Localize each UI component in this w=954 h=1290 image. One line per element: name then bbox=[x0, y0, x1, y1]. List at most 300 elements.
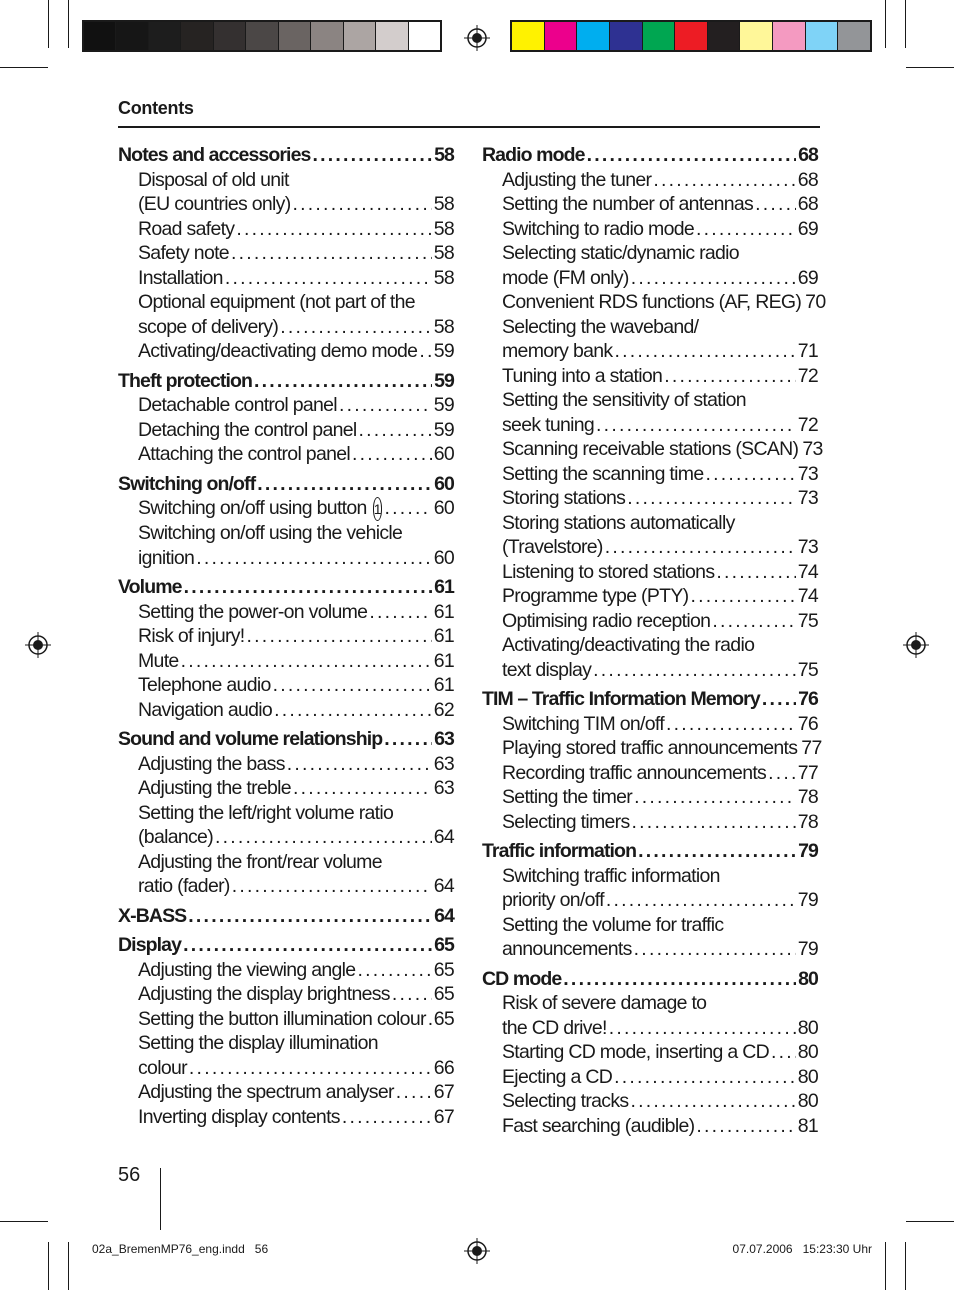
toc-leader-dots bbox=[664, 364, 796, 389]
toc-entry-title: Adjusting the bass bbox=[138, 752, 285, 775]
toc-entry[interactable] bbox=[482, 609, 818, 634]
toc-entry-title: Adjusting the viewing angle bbox=[138, 958, 356, 981]
toc-entry-line: Activating/deactivating the radio bbox=[502, 634, 755, 656]
toc-section[interactable] bbox=[482, 687, 818, 712]
grey-color-bar bbox=[82, 20, 442, 52]
toc-page-number: 68 bbox=[798, 144, 818, 166]
toc-entry[interactable] bbox=[482, 810, 818, 835]
crop-mark bbox=[906, 1221, 954, 1222]
toc-leader-dots bbox=[232, 874, 432, 899]
toc-entry-line: Setting the left/right volume ratio bbox=[138, 801, 394, 824]
crop-mark bbox=[885, 0, 886, 48]
toc-page-number: 76 bbox=[797, 712, 818, 735]
toc-entry[interactable] bbox=[482, 168, 818, 193]
color-swatch bbox=[609, 22, 642, 50]
color-swatch bbox=[84, 22, 115, 50]
color-swatch bbox=[772, 22, 805, 50]
toc-entry[interactable] bbox=[482, 1114, 818, 1139]
registration-mark-icon bbox=[464, 1238, 490, 1264]
toc-page-number: 59 bbox=[433, 418, 454, 441]
toc-entry-title: Storing stations bbox=[502, 487, 626, 509]
toc-page-number: 65 bbox=[434, 934, 454, 956]
toc-page-number: 61 bbox=[433, 600, 454, 623]
toc-leader-dots bbox=[606, 888, 796, 913]
toc-entry-line: Adjusting the front/rear volume bbox=[138, 850, 382, 873]
toc-page-number: 65 bbox=[433, 958, 454, 981]
toc-page-number: 63 bbox=[434, 728, 454, 750]
toc-entry-line: Selecting static/dynamic radio bbox=[502, 242, 739, 264]
registration-mark-icon bbox=[464, 25, 490, 51]
toc-page-number: 60 bbox=[433, 497, 454, 519]
toc-entry[interactable] bbox=[482, 937, 818, 962]
header-rule bbox=[118, 126, 820, 128]
toc-entry[interactable] bbox=[482, 584, 818, 609]
toc-entry-title: ratio (fader) bbox=[138, 875, 230, 897]
color-swatch bbox=[707, 22, 740, 50]
toc-entry[interactable] bbox=[482, 339, 818, 364]
toc-entry-title: Inverting display contents bbox=[138, 1105, 340, 1128]
toc-entry-title: Road safety bbox=[138, 217, 235, 240]
toc-entry-line: Setting the display illumination bbox=[138, 1032, 378, 1054]
toc-leader-dots bbox=[696, 217, 796, 242]
toc-entry-title: Theft protection bbox=[118, 369, 253, 392]
toc-entry-title: Traffic information bbox=[482, 840, 637, 862]
toc-leader-dots bbox=[215, 825, 432, 850]
toc-entry-line: Storing stations automatically bbox=[502, 511, 735, 534]
footer-timestamp: 07.07.2006 15:23:30 Uhr bbox=[732, 1242, 872, 1256]
toc-entry[interactable] bbox=[118, 393, 454, 418]
toc-entry-line: Selecting the waveband/ bbox=[502, 315, 699, 338]
toc-page-number: 77 bbox=[797, 761, 818, 784]
color-swatch bbox=[213, 22, 245, 50]
color-swatch bbox=[837, 22, 870, 50]
toc-page-number: 80 bbox=[797, 1090, 818, 1112]
toc-leader-dots bbox=[312, 143, 432, 168]
toc-entry[interactable] bbox=[118, 776, 454, 801]
toc-entry[interactable] bbox=[482, 712, 818, 737]
toc-entry-title: Adjusting the spectrum analyser bbox=[138, 1081, 394, 1103]
toc-leader-dots bbox=[653, 168, 795, 193]
toc-page-number: 79 bbox=[797, 889, 818, 911]
color-swatch bbox=[115, 22, 147, 50]
toc-entry[interactable] bbox=[118, 266, 454, 291]
crop-mark bbox=[885, 1242, 886, 1290]
toc-entry-title: Display bbox=[118, 934, 182, 956]
toc-entry-title: Setting the number of antennas bbox=[502, 193, 754, 215]
toc-entry-line: Risk of severe damage to bbox=[502, 992, 707, 1014]
toc-entry-title: Optimising radio reception bbox=[502, 609, 711, 632]
toc-entry[interactable] bbox=[482, 217, 818, 242]
color-swatch bbox=[310, 22, 342, 50]
toc-leader-dots bbox=[369, 600, 431, 625]
toc-entry[interactable] bbox=[118, 649, 454, 674]
toc-entry-title: TIM – Traffic Information Memory bbox=[482, 688, 760, 710]
toc-entry-line: Disposal of old unit bbox=[138, 168, 289, 191]
toc-entry[interactable] bbox=[118, 958, 454, 983]
toc-entry[interactable] bbox=[482, 785, 818, 810]
toc-entry[interactable] bbox=[118, 1080, 454, 1105]
toc-entry[interactable] bbox=[118, 1105, 454, 1130]
toc-entry-title: Ejecting a CD bbox=[502, 1065, 613, 1088]
crop-mark bbox=[0, 67, 48, 68]
toc-left-column bbox=[118, 143, 454, 1129]
toc-leader-dots bbox=[188, 904, 432, 929]
toc-entry[interactable] bbox=[118, 546, 454, 571]
toc-section[interactable] bbox=[118, 143, 454, 168]
toc-page-number: 60 bbox=[433, 546, 454, 569]
toc-entry-title: Setting the button illumination colour bbox=[138, 1007, 426, 1030]
page-header: Contents bbox=[118, 98, 194, 118]
toc-leader-dots bbox=[716, 560, 795, 585]
toc-entry[interactable] bbox=[482, 462, 818, 487]
crop-mark bbox=[48, 1242, 49, 1290]
toc-entry-title: Safety note bbox=[138, 242, 229, 264]
toc-entry-title: Risk of injury! bbox=[138, 625, 245, 647]
toc-leader-dots bbox=[359, 418, 432, 443]
toc-leader-dots bbox=[274, 698, 432, 723]
toc-section[interactable] bbox=[482, 839, 818, 864]
toc-entry-title: Listening to stored stations bbox=[502, 560, 715, 583]
toc-entry-title: Sound and volume relationship bbox=[118, 728, 383, 750]
toc-entry-title: Selecting tracks bbox=[502, 1090, 629, 1112]
toc-entry[interactable] bbox=[118, 1007, 454, 1032]
toc-leader-dots bbox=[419, 339, 431, 364]
toc-leader-dots bbox=[614, 339, 795, 364]
color-swatch bbox=[343, 22, 375, 50]
toc-leader-dots bbox=[184, 575, 433, 600]
toc-leader-dots bbox=[257, 472, 432, 497]
toc-page-number: 64 bbox=[434, 904, 454, 927]
toc-page-number: 69 bbox=[797, 266, 818, 289]
toc-entry[interactable] bbox=[118, 673, 454, 698]
toc-leader-dots bbox=[690, 584, 795, 609]
toc-section[interactable] bbox=[118, 904, 454, 929]
toc-entry[interactable] bbox=[482, 413, 818, 438]
toc-leader-dots bbox=[183, 933, 432, 958]
toc-page-number: 80 bbox=[797, 1041, 818, 1063]
toc-page-number: 72 bbox=[797, 413, 818, 436]
toc-page-number: 59 bbox=[433, 394, 454, 416]
toc-entry[interactable] bbox=[118, 339, 454, 364]
toc-leader-dots bbox=[563, 967, 796, 992]
toc-leader-dots bbox=[254, 369, 432, 394]
toc-entry[interactable] bbox=[118, 442, 454, 467]
toc-entry[interactable] bbox=[482, 486, 818, 511]
toc-page-number: 63 bbox=[433, 777, 454, 799]
color-swatch bbox=[148, 22, 180, 50]
toc-page-number: 74 bbox=[797, 560, 818, 583]
toc-page-number: 78 bbox=[797, 810, 818, 833]
toc-entry-line: Switching on/off using the vehicle bbox=[138, 522, 403, 544]
toc-page-number: 58 bbox=[433, 193, 454, 215]
color-swatch bbox=[739, 22, 772, 50]
toc-page-number: 60 bbox=[433, 443, 454, 465]
crop-mark bbox=[905, 1242, 906, 1290]
toc-entry-title: Fast searching (audible) bbox=[502, 1114, 695, 1137]
toc-entry-title: Scanning receivable stations (SCAN) bbox=[502, 438, 799, 460]
toc-entry[interactable] bbox=[118, 418, 454, 443]
toc-page-number: 66 bbox=[433, 1056, 454, 1079]
toc-leader-dots bbox=[666, 712, 796, 737]
toc-entry[interactable] bbox=[118, 241, 454, 266]
crop-mark bbox=[0, 1221, 48, 1222]
color-swatch bbox=[180, 22, 212, 50]
toc-page-number: 78 bbox=[797, 786, 818, 808]
toc-page-number: 67 bbox=[433, 1081, 454, 1103]
toc-section[interactable] bbox=[118, 369, 454, 394]
color-swatch bbox=[576, 22, 609, 50]
toc-entry-title: Convenient RDS functions (AF, REG) bbox=[502, 291, 802, 313]
toc-section[interactable] bbox=[118, 933, 454, 958]
toc-entry-title: Tuning into a station bbox=[502, 364, 663, 387]
color-swatch bbox=[642, 22, 675, 50]
toc-entry-line: Setting the sensitivity of station bbox=[502, 389, 746, 411]
toc-leader-dots bbox=[231, 241, 432, 266]
toc-leader-dots bbox=[614, 1065, 796, 1090]
color-swatch bbox=[278, 22, 310, 50]
color-swatch bbox=[544, 22, 577, 50]
toc-leader-dots bbox=[762, 687, 796, 712]
toc-entry-title: text display bbox=[502, 658, 592, 681]
registration-mark-icon bbox=[903, 632, 929, 658]
toc-entry-title: mode (FM only) bbox=[502, 266, 629, 289]
toc-page-number: 58 bbox=[433, 266, 454, 289]
toc-entry-title: (EU countries only) bbox=[138, 193, 291, 215]
toc-entry-title: CD mode bbox=[482, 967, 562, 990]
toc-entry[interactable] bbox=[118, 825, 454, 850]
toc-page-number: 62 bbox=[433, 698, 454, 721]
toc-leader-dots bbox=[771, 1040, 796, 1065]
color-swatch bbox=[512, 22, 544, 50]
toc-page-number: 68 bbox=[797, 193, 818, 215]
toc-page-number: 73 bbox=[802, 438, 823, 460]
toc-entry-title: Adjusting the tuner bbox=[502, 168, 652, 191]
toc-leader-dots bbox=[339, 393, 432, 418]
toc-entry-title: Notes and accessories bbox=[118, 144, 311, 166]
toc-page-number: 61 bbox=[434, 576, 454, 598]
toc-page-number: 81 bbox=[797, 1114, 818, 1137]
toc-entry-title: Recording traffic announcements bbox=[502, 761, 767, 784]
toc-entry[interactable] bbox=[482, 1040, 818, 1065]
toc-entry[interactable] bbox=[482, 761, 818, 786]
toc-leader-dots bbox=[293, 192, 432, 217]
toc-entry[interactable] bbox=[118, 217, 454, 242]
toc-page-number: 59 bbox=[434, 369, 454, 392]
toc-leader-dots bbox=[696, 1114, 795, 1139]
toc-entry-title: Radio mode bbox=[482, 144, 585, 166]
toc-entry-title: Switching on/off using button bbox=[138, 497, 367, 519]
process-color-bar bbox=[510, 20, 872, 52]
toc-leader-dots bbox=[273, 673, 432, 698]
toc-page-number: 76 bbox=[798, 688, 818, 710]
toc-page-number: 80 bbox=[797, 1065, 818, 1088]
toc-entry-title: Volume bbox=[118, 576, 182, 598]
toc-entry-title: Telephone audio bbox=[138, 674, 271, 696]
toc-entry[interactable] bbox=[118, 752, 454, 777]
toc-leader-dots bbox=[392, 982, 432, 1007]
toc-page-number: 61 bbox=[433, 649, 454, 672]
toc-leader-dots bbox=[605, 535, 796, 560]
toc-entry-title: Mute bbox=[138, 649, 179, 672]
toc-entry[interactable] bbox=[482, 266, 818, 291]
toc-section[interactable] bbox=[482, 967, 818, 992]
toc-entry-title: Switching to radio mode bbox=[502, 217, 695, 240]
toc-section[interactable] bbox=[118, 575, 454, 600]
toc-leader-dots bbox=[705, 462, 795, 487]
toc-leader-dots bbox=[396, 1080, 432, 1105]
toc-leader-dots bbox=[293, 776, 432, 801]
registration-mark-icon bbox=[25, 632, 51, 658]
toc-leader-dots bbox=[352, 442, 432, 467]
toc-entry[interactable] bbox=[482, 535, 818, 560]
crop-mark bbox=[48, 0, 49, 48]
toc-leader-dots bbox=[768, 761, 796, 786]
toc-entry-title: Installation bbox=[138, 266, 223, 289]
toc-entry-title: Switching on/off bbox=[118, 472, 256, 495]
color-swatch bbox=[245, 22, 277, 50]
toc-entry-line: Switching traffic information bbox=[502, 864, 720, 887]
toc-page-number: 61 bbox=[433, 674, 454, 696]
toc-entry-title: ignition bbox=[138, 546, 195, 569]
toc-entry-title: Setting the timer bbox=[502, 786, 633, 808]
toc-entry[interactable] bbox=[118, 982, 454, 1007]
toc-entry[interactable] bbox=[118, 698, 454, 723]
toc-entry[interactable] bbox=[118, 874, 454, 899]
toc-leader-dots bbox=[189, 1056, 432, 1081]
toc-entry-line: Optional equipment (not part of the bbox=[138, 291, 415, 313]
toc-entry-title: Detachable control panel bbox=[138, 394, 337, 416]
toc-entry[interactable] bbox=[482, 658, 818, 683]
toc-entry[interactable] bbox=[482, 364, 818, 389]
toc-entry-title: memory bank bbox=[502, 340, 613, 362]
toc-page-number: 73 bbox=[797, 462, 818, 485]
toc-leader-dots bbox=[384, 727, 432, 752]
crop-mark bbox=[906, 67, 954, 68]
toc-page-number: 59 bbox=[433, 340, 454, 362]
toc-entry[interactable] bbox=[482, 290, 826, 315]
toc-entry[interactable] bbox=[118, 624, 454, 649]
toc-leader-dots bbox=[631, 266, 796, 291]
toc-entry[interactable] bbox=[118, 192, 454, 217]
color-swatch bbox=[805, 22, 838, 50]
toc-leader-dots bbox=[638, 839, 796, 864]
toc-page-number: 72 bbox=[797, 364, 818, 387]
toc-right-column bbox=[482, 143, 826, 1138]
toc-page-number: 80 bbox=[797, 1016, 818, 1039]
toc-entry[interactable] bbox=[482, 1089, 818, 1114]
footer-filename: 02a_BremenMP76_eng.indd 56 bbox=[92, 1242, 269, 1256]
color-swatch bbox=[375, 22, 407, 50]
toc-entry-title: Setting the power-on volume bbox=[138, 600, 368, 623]
toc-entry-title: Switching TIM on/off bbox=[502, 712, 664, 735]
toc-page-number: 69 bbox=[797, 217, 818, 240]
crop-mark bbox=[68, 1242, 69, 1290]
toc-page-number: 80 bbox=[798, 967, 818, 990]
toc-page-number: 58 bbox=[434, 144, 454, 166]
toc-entry-title: X-BASS bbox=[118, 904, 187, 927]
toc-leader-dots bbox=[632, 810, 796, 835]
toc-entry-line: Setting the volume for traffic bbox=[502, 913, 724, 936]
page-number: 56 bbox=[118, 1164, 141, 1186]
toc-page-number: 65 bbox=[433, 1007, 454, 1030]
toc-page-number: 68 bbox=[797, 168, 818, 191]
toc-leader-dots bbox=[634, 785, 796, 810]
toc-entry[interactable] bbox=[482, 560, 818, 585]
toc-entry-title: Attaching the control panel bbox=[138, 443, 351, 465]
toc-entry-title: Starting CD mode, inserting a CD bbox=[502, 1041, 769, 1063]
toc-page-number: 58 bbox=[433, 315, 454, 338]
toc-page-number: 67 bbox=[433, 1105, 454, 1128]
toc-section[interactable] bbox=[118, 472, 454, 497]
toc-section[interactable] bbox=[482, 143, 818, 168]
toc-page-number: 79 bbox=[797, 938, 818, 960]
toc-entry-title: Navigation audio bbox=[138, 698, 273, 721]
toc-leader-dots bbox=[609, 1016, 796, 1041]
toc-leader-dots bbox=[384, 496, 431, 521]
toc-page-number: 73 bbox=[797, 536, 818, 558]
toc-entry-title: scope of delivery) bbox=[138, 315, 279, 338]
toc-page-number: 63 bbox=[433, 752, 454, 775]
toc-entry[interactable] bbox=[482, 888, 818, 913]
toc-entry[interactable] bbox=[482, 1065, 818, 1090]
toc-page-number: 60 bbox=[434, 472, 454, 495]
toc-leader-dots bbox=[712, 609, 795, 634]
toc-entry[interactable] bbox=[482, 736, 822, 761]
page-number-rule bbox=[160, 1168, 161, 1230]
color-swatch bbox=[408, 22, 440, 50]
toc-page-number: 61 bbox=[433, 625, 454, 647]
toc-leader-dots bbox=[634, 937, 796, 962]
toc-entry[interactable] bbox=[482, 192, 818, 217]
toc-leader-dots bbox=[627, 486, 795, 511]
toc-leader-dots bbox=[357, 958, 431, 983]
toc-leader-dots bbox=[225, 266, 432, 291]
toc-entry[interactable] bbox=[118, 600, 454, 625]
toc-entry-title: seek tuning bbox=[502, 413, 595, 436]
power-button-icon: 1 bbox=[373, 497, 383, 521]
toc-page-number: 65 bbox=[433, 983, 454, 1005]
toc-section[interactable] bbox=[118, 727, 454, 752]
toc-entry[interactable] bbox=[118, 496, 454, 521]
toc-entry-title: Activating/deactivating demo mode bbox=[138, 340, 418, 362]
toc-page-number: 77 bbox=[801, 737, 822, 759]
toc-page-number: 64 bbox=[433, 875, 454, 897]
toc-entry[interactable] bbox=[482, 437, 823, 462]
toc-page-number: 74 bbox=[797, 585, 818, 607]
toc-page-number: 70 bbox=[805, 291, 826, 313]
toc-leader-dots bbox=[630, 1089, 795, 1114]
toc-leader-dots bbox=[755, 192, 796, 217]
toc-entry-title: (Travelstore) bbox=[502, 536, 603, 558]
toc-entry-title: Selecting timers bbox=[502, 810, 630, 833]
toc-leader-dots bbox=[593, 658, 796, 683]
toc-entry[interactable] bbox=[482, 1016, 818, 1041]
toc-entry[interactable] bbox=[118, 315, 454, 340]
toc-entry-title: Programme type (PTY) bbox=[502, 585, 689, 607]
color-swatch bbox=[674, 22, 707, 50]
toc-entry-title: the CD drive! bbox=[502, 1016, 607, 1039]
toc-entry[interactable] bbox=[118, 1056, 454, 1081]
crop-mark bbox=[68, 0, 69, 48]
crop-mark bbox=[905, 0, 906, 48]
toc-page-number: 79 bbox=[798, 840, 818, 862]
toc-page-number: 75 bbox=[797, 658, 818, 681]
toc-page-number: 75 bbox=[797, 609, 818, 632]
toc-entry-title: (balance) bbox=[138, 826, 213, 848]
toc-leader-dots bbox=[181, 649, 432, 674]
toc-leader-dots bbox=[196, 546, 432, 571]
toc-leader-dots bbox=[342, 1105, 432, 1130]
